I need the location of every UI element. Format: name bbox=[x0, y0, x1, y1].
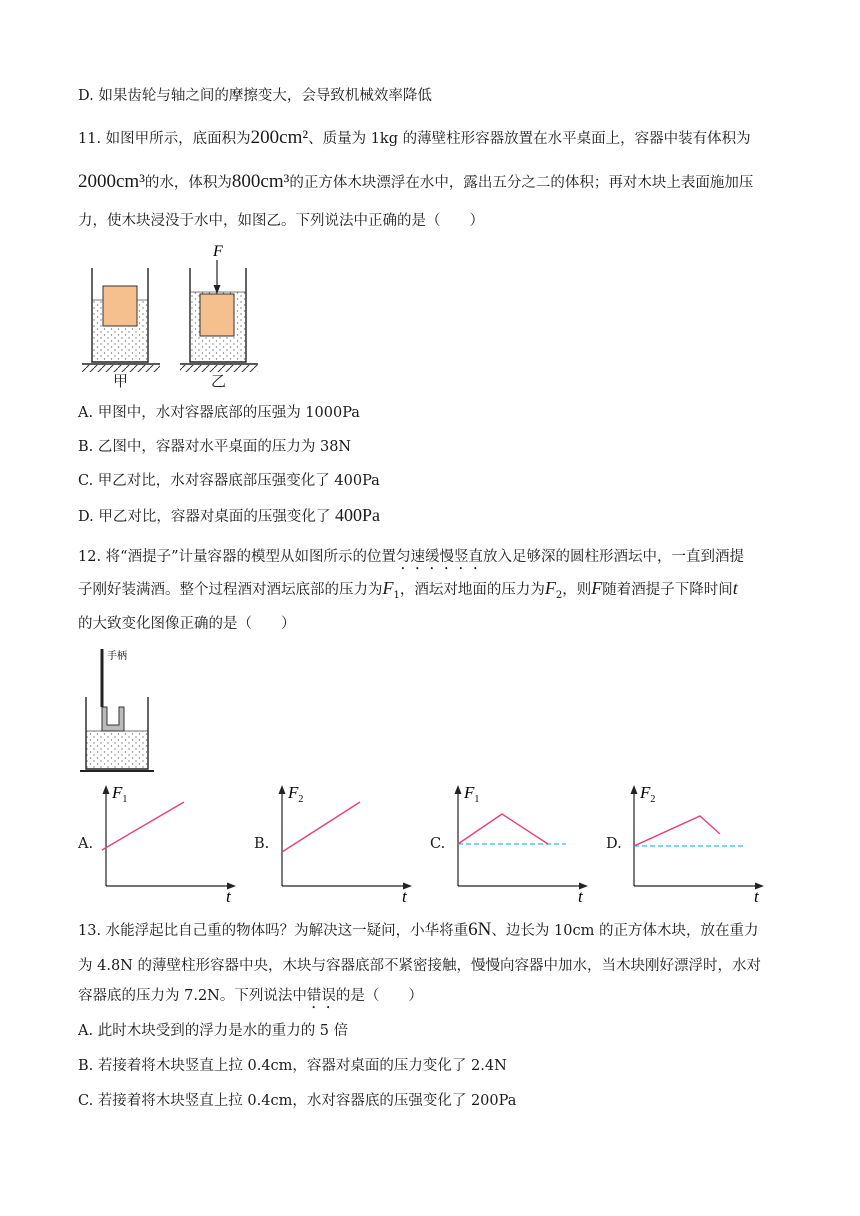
q11-line2: 2000cm³的水，体积为800cm³的正方体木块漂浮在水中，露出五分之二的体积；再对木块上表面施加压 bbox=[78, 171, 754, 192]
graph-line bbox=[458, 814, 548, 844]
x-axis-label: t bbox=[402, 887, 407, 902]
option-letter: D. bbox=[606, 836, 622, 852]
q11-line3: 力，使木块浸没于水中，如图乙。下列说法中正确的是（ ） bbox=[78, 213, 484, 229]
y-axis-label: $F_1$ bbox=[464, 783, 480, 805]
fig-label-jia: 甲 bbox=[113, 372, 129, 390]
graph-b bbox=[274, 782, 424, 902]
q12-line2: 子刚好装满酒。整个过程酒对酒坛底部的压力为$F_1$，酒坛对地面的压力为$F_2$，则F随着酒提子下降时间t bbox=[78, 578, 738, 601]
q13-line3: 容器底的压力为 7.2N。下列说法中错误的是（ ） bbox=[78, 988, 423, 1004]
q11-line1: 11. 如图甲所示，底面积为200cm²、质量为 1kg 的薄壁柱形容器放置在水平桌面上，容器中装有体积为 bbox=[78, 127, 751, 148]
y-axis-label: $F_1$ bbox=[112, 783, 128, 805]
q12-line3: 的大致变化图像正确的是（ ） bbox=[78, 616, 296, 632]
container-yi bbox=[180, 243, 258, 372]
q13-line2: 为 4.8N 的薄壁柱形容器中央，木块与容器底部不紧密接触，慢慢向容器中加水，当木块刚好漂浮时，水对 bbox=[78, 958, 761, 974]
q12-option-c bbox=[430, 782, 605, 902]
graph-line bbox=[102, 802, 184, 850]
q12-option-b bbox=[254, 782, 429, 902]
q12-option-a bbox=[78, 782, 253, 902]
q13-option-b: B. 若接着将木块竖直上拉 0.4cm，容器对桌面的压力变化了 2.4N bbox=[78, 1058, 507, 1074]
q13-option-c: C. 若接着将木块竖直上拉 0.4cm，水对容器底的压强变化了 200Pa bbox=[78, 1093, 517, 1109]
q13-line1: 13. 水能浮起比自己重的物体吗？为解决这一疑问，小华将重6N、边长为 10cm 的正方体木块，放在重力 bbox=[78, 919, 759, 940]
graph-line bbox=[634, 816, 720, 846]
q11-option-c: C. 甲乙对比，水对容器底部压强变化了 400Pa bbox=[78, 473, 380, 489]
option-letter: A. bbox=[78, 836, 94, 852]
ladle-handle bbox=[101, 649, 104, 707]
q10-option-d: D. 如果齿轮与轴之间的摩擦变大，会导致机械效率降低 bbox=[78, 88, 432, 104]
fig-label-yi: 乙 bbox=[211, 372, 227, 390]
y-axis-label: $F_2$ bbox=[640, 783, 656, 805]
q12-option-d bbox=[606, 782, 781, 902]
graph-line bbox=[282, 802, 360, 852]
q11-option-d: D. 甲乙对比，容器对桌面的压强变化了 400Pa bbox=[78, 505, 380, 525]
option-letter: B. bbox=[254, 836, 270, 852]
q12-apparatus bbox=[78, 645, 158, 775]
wood-block-yi bbox=[200, 294, 234, 336]
force-label: F bbox=[213, 243, 223, 260]
option-letter: C. bbox=[430, 836, 446, 852]
graph-c bbox=[450, 782, 600, 902]
x-axis-label: t bbox=[754, 887, 759, 902]
x-axis-label: t bbox=[578, 887, 583, 902]
q12-line1: 12. 将“酒提子”计量容器的模型从如图所示的位置匀速缓慢竖直放入足够深的圆柱形酒坛中，一直到酒提 bbox=[78, 549, 744, 565]
x-axis-label: t bbox=[226, 887, 231, 902]
container-jia bbox=[82, 268, 160, 372]
q13-option-a: A. 此时木块受到的浮力是水的重力的 5 倍 bbox=[78, 1023, 349, 1039]
q11-option-b: B. 乙图中，容器对水平桌面的压力为 38N bbox=[78, 439, 352, 455]
graph-a bbox=[98, 782, 248, 902]
q11-option-a: A. 甲图中，水对容器底部的压强为 1000Pa bbox=[78, 405, 360, 421]
wood-block-jia bbox=[103, 286, 137, 326]
q11-figure bbox=[78, 240, 268, 390]
ladle bbox=[102, 707, 124, 731]
graph-d bbox=[626, 782, 776, 902]
handle-label: 手柄 bbox=[107, 651, 127, 662]
y-axis-label: $F_2$ bbox=[288, 783, 304, 805]
